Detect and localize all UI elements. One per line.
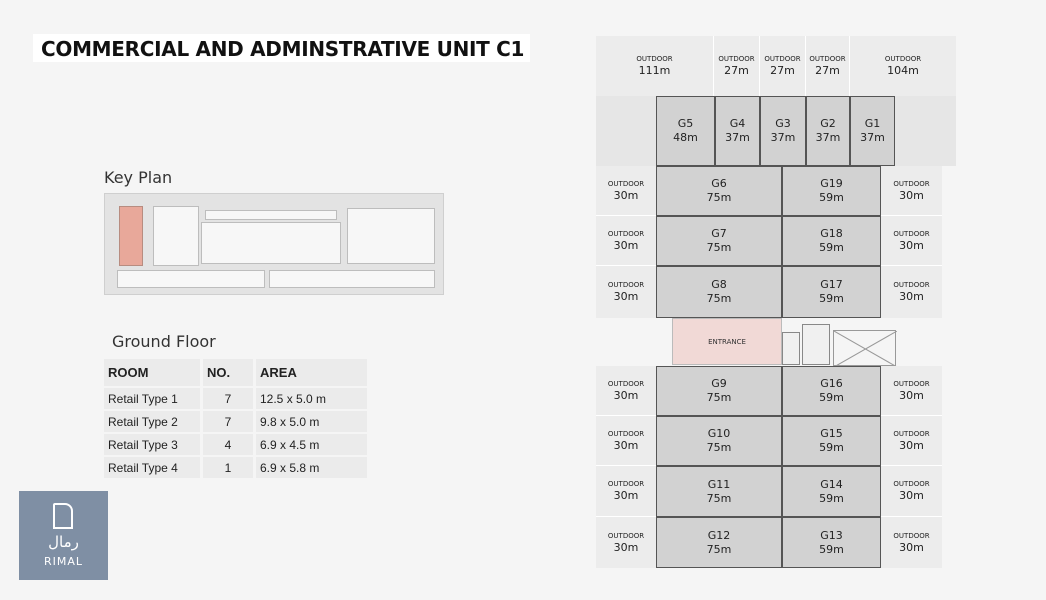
stair-block: [802, 324, 830, 365]
unit-label: G5: [677, 117, 694, 130]
area-cell: 12.5 x 5.0 m: [253, 388, 367, 409]
no-cell: 4: [200, 434, 253, 455]
unit-area: 75m: [706, 191, 732, 204]
outdoor-right-5: [881, 416, 942, 466]
outdoor-left-3: [596, 266, 656, 318]
page-title: COMMERCIAL AND ADMINSTRATIVE UNIT C1: [41, 37, 525, 61]
outdoor-label: OUTDOOR: [893, 379, 930, 388]
outdoor-label: OUTDOOR: [893, 179, 930, 188]
outdoor-top-3: [760, 36, 806, 96]
unit-area: 59m: [819, 292, 844, 305]
logo-text: RIMAL: [43, 555, 84, 568]
outdoor-area: 30m: [613, 438, 639, 452]
outdoor-right-7: [881, 517, 942, 568]
outdoor-right-4: [881, 366, 942, 416]
unit-area: 37m: [725, 131, 750, 144]
unit-area: 37m: [815, 131, 841, 144]
unit-label: G1: [864, 117, 881, 130]
unit-label: G14: [820, 477, 843, 491]
outdoor-area: 30m: [899, 238, 924, 252]
rooms-table: [104, 357, 367, 480]
outdoor-top-5: [850, 36, 956, 96]
outdoor-left-5: [596, 416, 656, 466]
outdoor-area: 104m: [887, 64, 919, 77]
room-cell: Retail Type 3: [104, 434, 200, 455]
unit-g6: [656, 166, 782, 216]
table-header-no: NO.: [200, 359, 253, 386]
logo-mark-icon: [53, 503, 73, 529]
ground-floor-label: Ground Floor: [112, 332, 216, 351]
unit-g7: [656, 216, 782, 266]
outdoor-area: 30m: [613, 290, 639, 303]
unit-g18: [782, 216, 881, 266]
key-plan-block: [117, 270, 265, 288]
unit-area: 75m: [706, 292, 732, 305]
table-header-area: AREA: [253, 359, 367, 386]
unit-g10: [656, 416, 782, 466]
unit-g11: [656, 466, 782, 517]
title-box: [33, 34, 530, 62]
outdoor-area: 30m: [613, 188, 639, 202]
unit-label: G16: [820, 377, 843, 390]
unit-area: 59m: [819, 491, 844, 505]
outdoor-label: OUTDOOR: [893, 429, 930, 438]
unit-g1: [850, 96, 895, 166]
table-row: [104, 388, 367, 409]
unit-area: 59m: [819, 441, 844, 454]
unit-g2: [806, 96, 850, 166]
unit-area: 75m: [706, 391, 732, 404]
room-cell: Retail Type 1: [104, 388, 200, 409]
outdoor-label: OUTDOOR: [607, 531, 645, 540]
outdoor-area: 30m: [899, 290, 924, 303]
outdoor-label: OUTDOOR: [764, 55, 801, 63]
unit-area: 59m: [819, 241, 844, 254]
key-plan-block: [205, 210, 337, 220]
outdoor-area: 30m: [613, 238, 639, 252]
unit-area: 37m: [860, 131, 885, 144]
logo-arabic-text: رمال: [48, 533, 79, 551]
outdoor-top-4: [806, 36, 850, 96]
unit-label: G15: [820, 427, 843, 440]
stair-block: [782, 332, 800, 365]
outdoor-label: OUTDOOR: [607, 179, 645, 188]
key-plan-block: [153, 206, 199, 266]
outdoor-right-1: [881, 166, 942, 216]
unit-label: G13: [820, 528, 843, 542]
unit-label: G18: [820, 227, 843, 240]
outdoor-label: OUTDOOR: [607, 281, 645, 289]
outdoor-label: OUTDOOR: [607, 229, 645, 238]
table-header-row: [104, 359, 367, 386]
unit-label: G7: [711, 227, 727, 240]
outdoor-area: 30m: [899, 540, 924, 554]
unit-g16: [782, 366, 881, 416]
unit-label: G11: [707, 477, 731, 491]
floor-plan: [596, 36, 957, 568]
key-plan-highlight: [119, 206, 143, 266]
key-plan-label: Key Plan: [104, 168, 173, 187]
outdoor-area: 30m: [899, 438, 924, 452]
outdoor-label: OUTDOOR: [718, 55, 755, 63]
cross-icon: [834, 331, 897, 367]
unit-label: G9: [711, 377, 727, 390]
room-cell: Retail Type 2: [104, 411, 200, 432]
unit-label: G2: [820, 117, 836, 130]
unit-label: G17: [820, 278, 843, 291]
unit-g4: [715, 96, 760, 166]
outdoor-left-6: [596, 466, 656, 517]
table-row: [104, 434, 367, 455]
outdoor-left-2: [596, 216, 656, 266]
unit-label: G10: [707, 427, 731, 440]
outdoor-area: 27m: [815, 64, 840, 77]
outdoor-label: OUTDOOR: [893, 281, 930, 289]
rimal-logo: [19, 491, 108, 580]
outdoor-label: OUTDOOR: [884, 55, 922, 63]
outdoor-area: 111m: [638, 64, 671, 77]
table-header-room: ROOM: [104, 359, 200, 386]
unit-g12: [656, 517, 782, 568]
unit-label: G6: [711, 177, 727, 190]
outdoor-right-6: [881, 466, 942, 517]
entrance-label: ENTRANCE: [708, 337, 746, 346]
room-cell: Retail Type 4: [104, 457, 200, 478]
key-plan-image: [104, 193, 444, 295]
outdoor-right-3: [881, 266, 942, 318]
outdoor-area: 30m: [613, 540, 639, 554]
entrance: [672, 318, 782, 365]
outdoor-top-1: [596, 36, 714, 96]
unit-g3: [760, 96, 806, 166]
outdoor-area: 30m: [613, 489, 639, 502]
area-cell: 6.9 x 4.5 m: [253, 434, 367, 455]
unit-g5: [656, 96, 715, 166]
outdoor-area: 30m: [899, 388, 924, 402]
outdoor-right-2: [881, 216, 942, 266]
unit-area: 75m: [706, 241, 732, 254]
void-box: [833, 330, 896, 366]
key-plan-block: [347, 208, 435, 264]
unit-g17: [782, 266, 881, 318]
outdoor-area: 30m: [613, 388, 639, 402]
unit-g19: [782, 166, 881, 216]
unit-label: G19: [820, 177, 843, 190]
unit-area: 75m: [706, 542, 732, 556]
area-cell: 6.9 x 5.8 m: [253, 457, 367, 478]
unit-area: 75m: [706, 441, 732, 454]
table-row: [104, 457, 367, 478]
outdoor-left-7: [596, 517, 656, 568]
unit-g14: [782, 466, 881, 517]
outdoor-label: OUTDOOR: [893, 229, 930, 238]
unit-label: G3: [775, 117, 791, 130]
key-plan-block: [201, 222, 341, 264]
outdoor-area: 27m: [770, 64, 795, 77]
unit-g15: [782, 416, 881, 466]
outdoor-label: OUTDOOR: [607, 480, 645, 488]
outdoor-label: OUTDOOR: [893, 531, 930, 540]
no-cell: 1: [200, 457, 253, 478]
outdoor-label: OUTDOOR: [893, 480, 930, 488]
area-cell: 9.8 x 5.0 m: [253, 411, 367, 432]
outdoor-label: OUTDOOR: [607, 379, 645, 388]
outdoor-left-4: [596, 366, 656, 416]
unit-label: G8: [711, 278, 727, 291]
unit-area: 48m: [673, 131, 698, 144]
unit-area: 59m: [819, 391, 844, 404]
unit-g13: [782, 517, 881, 568]
unit-label: G12: [707, 528, 731, 542]
unit-label: G4: [729, 117, 746, 130]
unit-g9: [656, 366, 782, 416]
outdoor-label: OUTDOOR: [636, 55, 673, 63]
outdoor-label: OUTDOOR: [809, 55, 846, 63]
outdoor-area: 30m: [899, 489, 924, 502]
outdoor-label: OUTDOOR: [607, 429, 645, 438]
unit-area: 59m: [819, 191, 844, 204]
no-cell: 7: [200, 388, 253, 409]
unit-g8: [656, 266, 782, 318]
outdoor-left-1: [596, 166, 656, 216]
outdoor-area: 30m: [899, 188, 924, 202]
outdoor-top-2: [714, 36, 760, 96]
no-cell: 7: [200, 411, 253, 432]
table-row: [104, 411, 367, 432]
key-plan-block: [269, 270, 435, 288]
outdoor-area: 27m: [724, 64, 749, 77]
unit-area: 75m: [706, 491, 732, 505]
unit-area: 37m: [770, 131, 796, 144]
unit-area: 59m: [819, 542, 844, 556]
